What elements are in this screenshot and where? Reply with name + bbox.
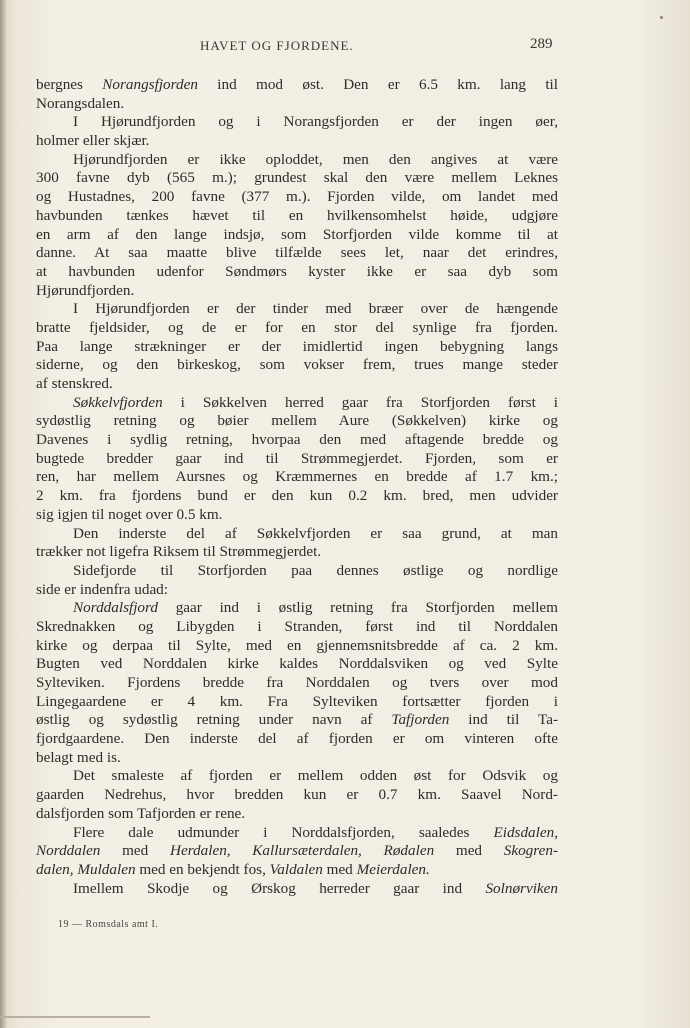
text-line	[36, 674, 558, 693]
text-run: danne. At saa maatte blive tilfælde sees let, naar det erindres,	[36, 244, 558, 262]
text-line	[36, 95, 558, 114]
text-run: og Hustadnes, 200 favne (377 m.). Fjorden vilde, om landet med	[36, 188, 558, 206]
text-line	[36, 581, 558, 600]
text-line	[36, 338, 558, 357]
italic-term: Herdalen, Kallursæterdalen, Rødalen	[169, 842, 435, 860]
text-run: Norangsdalen.	[36, 94, 125, 112]
text-run: I Hjørundfjorden er der tinder med bræer over de hængende	[73, 300, 558, 318]
text-line	[36, 76, 558, 95]
text-run: Davenes i sydlig retning, hvorpaa den med aftagende bredde og	[36, 431, 558, 449]
text-line	[36, 300, 558, 319]
text-line	[36, 637, 558, 656]
text-run: med en bekjendt fos,	[135, 860, 270, 878]
text-run: bugtede bredder gaar ind til Strømmegjerdet. Fjorden, som er	[36, 449, 558, 467]
italic-term: Norangsfjorden	[102, 76, 198, 93]
text-line	[36, 861, 558, 880]
italic-term: Norddalsfjord	[73, 599, 158, 617]
text-line	[36, 113, 558, 132]
text-line	[36, 169, 558, 188]
text-run: trækker not ligefra Riksem til Strømmegjerdet.	[36, 543, 322, 561]
text-line	[36, 730, 558, 749]
text-run: bratte fjeldsider, og de er for en stor del synlige fra fjorden.	[36, 318, 558, 336]
text-line	[36, 226, 558, 245]
text-run: ren, har mellem Aursnes og Kræmmernes en bredde af 1.7 km.;	[36, 468, 558, 486]
text-line	[36, 468, 558, 487]
text-run: ind til Ta-	[449, 711, 559, 729]
text-run: fjordgaardene. Den inderste del af fjorden er om vinteren ofte	[36, 730, 558, 748]
text-line	[36, 375, 558, 394]
italic-term: Solnørviken	[485, 879, 558, 897]
italic-term: Tafjorden	[391, 711, 450, 729]
text-run: i Søkkelven herred gaar fra Storfjorden først i	[162, 393, 558, 411]
text-run: I Hjørundfjorden og i Norangsfjorden er der ingen øer,	[73, 113, 558, 131]
text-run: Hjørundfjorden er ikke oploddet, men den angives at være	[73, 150, 558, 168]
text-run: Den inderste del af Søkkelvfjorden er saa grund, at man	[73, 524, 558, 542]
text-run: Imellem Skodje og Ørskog herreder gaar ind	[73, 879, 486, 897]
text-line	[36, 693, 558, 712]
text-run: ind mod øst. Den er 6.5 km. lang til	[197, 76, 558, 93]
text-run: med	[322, 860, 357, 878]
text-line	[36, 319, 558, 338]
text-line	[36, 880, 558, 899]
body-text	[36, 76, 558, 898]
bottom-edge-line	[0, 1016, 150, 1018]
italic-term: Søkkelvfjorden	[73, 393, 163, 411]
text-line	[36, 207, 558, 226]
text-run: havbunden tænkes hævet til en hvilkensomhelst høide, udgjøre	[36, 206, 558, 224]
text-run: en arm af den lange indsjø, som Storfjorden vilde komme til at	[36, 225, 558, 243]
text-line	[36, 562, 558, 581]
text-run: sydøstlig retning og bøier mellem Aure (Søkkelven) kirke og	[36, 412, 558, 430]
text-line	[36, 749, 558, 768]
text-line	[36, 618, 558, 637]
text-line	[36, 599, 558, 618]
text-run: Skrednakken og Libygden i Stranden, først ind til Norddalen	[36, 617, 558, 635]
text-line	[36, 767, 558, 786]
italic-term: Norddalen	[36, 842, 101, 860]
text-run: at havbunden udenfor Søndmørs kyster ikke er saa dyb som	[36, 262, 558, 280]
print-speck	[660, 16, 663, 19]
text-run: Flere dale udmunder i Norddalsfjorden, saaledes	[73, 823, 494, 841]
text-line	[36, 263, 558, 282]
italic-term: Meierdalen.	[356, 860, 430, 878]
text-line	[36, 842, 558, 861]
text-line	[36, 151, 558, 170]
text-line	[36, 487, 558, 506]
text-run: Paa lange strækninger er der imidlertid ingen bebygning langs	[36, 337, 558, 355]
text-run: gaar ind i østlig retning fra Storfjorden mellem	[157, 599, 558, 617]
text-run: østlig og sydøstlig retning under navn af	[36, 711, 392, 729]
page-header	[0, 38, 690, 58]
text-run: belagt med is.	[36, 748, 121, 766]
italic-term: Valdalen	[269, 860, 323, 878]
text-line	[36, 786, 558, 805]
italic-term: Eidsdalen,	[493, 823, 558, 841]
text-run: sig igjen til noget over 0.5 km.	[36, 505, 223, 523]
text-run: Sidefjorde til Storfjorden paa dennes østlige og nordlige	[73, 561, 558, 579]
text-line	[36, 450, 558, 469]
text-line	[36, 244, 558, 263]
text-run: af stenskred.	[36, 375, 113, 392]
text-run: siderne, og den birkeskog, som vokser frem, trues mange steder	[36, 356, 558, 374]
signature-mark: 19 — Romsdals amt I.	[58, 919, 159, 930]
text-line	[36, 543, 558, 562]
text-line	[36, 412, 558, 431]
text-run: holmer eller skjær.	[36, 132, 150, 150]
text-line	[36, 506, 558, 525]
text-run: side er indenfra udad:	[36, 580, 168, 598]
text-line	[36, 525, 558, 544]
text-line	[36, 824, 558, 843]
text-run: 300 favne dyb (565 m.); grundest skal den være mellem Leknes	[36, 169, 558, 187]
text-line	[36, 431, 558, 450]
text-line	[36, 188, 558, 207]
text-run: med	[434, 842, 504, 860]
text-run: Hjørundfjorden.	[36, 281, 135, 299]
text-run: Sylteviken. Fjordens bredde fra Norddalen og tvers over mod	[36, 674, 558, 691]
text-run: kirke og derpaa til Sylte, med en gjennemsnitsbredde af ca. 2 km.	[36, 636, 558, 654]
text-line	[36, 356, 558, 375]
text-line	[36, 655, 558, 674]
text-run: gaarden Nedrehus, hvor bredden kun er 0.7 km. Saavel Nord-	[36, 786, 558, 804]
text-run: med	[100, 842, 170, 860]
text-line	[36, 711, 558, 730]
text-run: dalsfjorden som Tafjorden er rene.	[36, 804, 246, 822]
text-line	[36, 132, 558, 151]
running-title: HAVET OG FJORDENE.	[200, 38, 354, 53]
italic-term: Skogren-	[503, 842, 559, 860]
italic-term: dalen, Muldalen	[36, 860, 136, 878]
text-run: Lingegaardene er 4 km. Fra Sylteviken fortsætter fjorden i	[36, 692, 558, 710]
text-run: Det smaleste af fjorden er mellem odden øst for Odsvik og	[73, 767, 558, 785]
text-run: bergnes	[36, 76, 103, 93]
page-fold-shadow	[0, 0, 6, 1028]
text-line	[36, 394, 558, 413]
page-number: 289	[530, 36, 553, 52]
text-run: 2 km. fra fjordens bund er den kun 0.2 km. bred, men udvider	[36, 487, 558, 505]
text-line	[36, 805, 558, 824]
text-run: Bugten ved Norddalen kirke kaldes Norddalsviken og ved Sylte	[36, 655, 558, 673]
text-line	[36, 282, 558, 301]
